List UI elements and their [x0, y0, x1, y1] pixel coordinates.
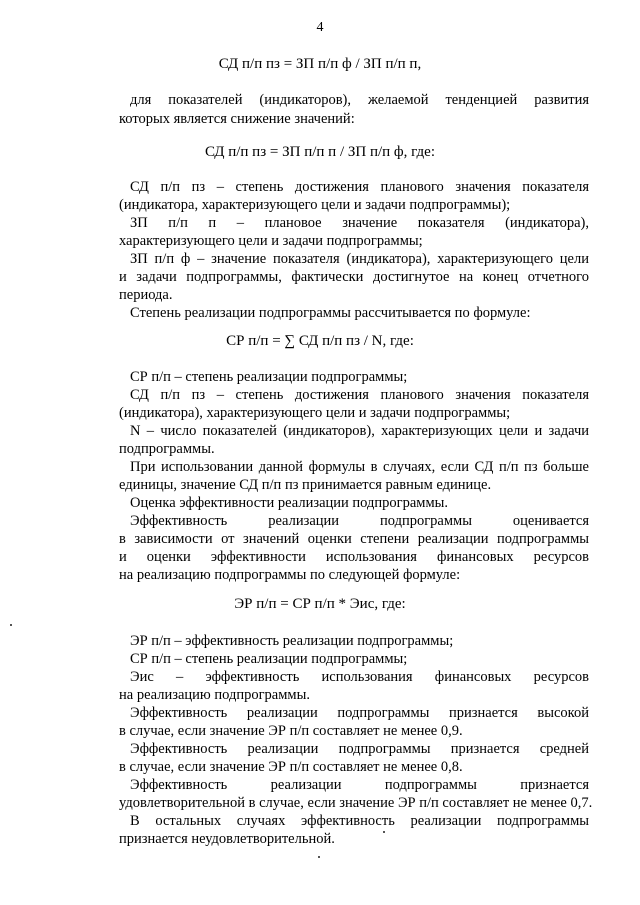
definition-line: ЗП п/п п – плановое значение показателя (индикатора),	[130, 215, 589, 231]
paragraph-line: и оценки эффективности использования финансовых ресурсов	[119, 549, 589, 565]
paragraph-line: Эффективность реализации подпрограммы признается средней	[130, 741, 589, 757]
definition-line: СД п/п пз – степень достижения планового значения показателя	[130, 179, 589, 195]
definition-line: подпрограммы.	[119, 441, 215, 457]
paragraph-line: для показателей (индикаторов), желаемой тенденцией развития	[130, 92, 589, 108]
paragraph-line: Оценка эффективности реализации подпрограммы.	[130, 495, 448, 511]
paragraph-line: в случае, если значение ЭР п/п составляет не менее 0,8.	[119, 759, 463, 775]
scan-speck	[10, 624, 12, 626]
paragraph-line: При использовании данной формулы в случаях, если СД п/п пз больше	[130, 459, 589, 475]
paragraph-line: Степень реализации подпрограммы рассчитывается по формуле:	[130, 305, 531, 321]
definition-line: N – число показателей (индикаторов), характеризующих цели и задачи	[130, 423, 589, 439]
paragraph-line: Эффективность реализации подпрограммы признается	[130, 777, 589, 793]
definition-line: (индикатора, характеризующего цели и задачи подпрограммы);	[119, 197, 511, 213]
definition-line: и задачи подпрограммы, фактически достигнутое на конец отчетного	[119, 269, 589, 285]
formula-realization-degree: СР п/п = ∑ СД п/п пз / N, где:	[226, 333, 414, 349]
definition-line: ЗП п/п ф – значение показателя (индикатора), характеризующего цели	[130, 251, 589, 267]
paragraph-line: признается неудовлетворительной.	[119, 831, 335, 847]
definition-line: характеризующего цели и задачи подпрограммы;	[119, 233, 423, 249]
paragraph-line: Эффективность реализации подпрограммы признается высокой	[130, 705, 589, 721]
definition-line: СР п/п – степень реализации подпрограммы;	[130, 651, 408, 667]
scan-speck	[383, 831, 385, 833]
formula-efficiency: ЭР п/п = СР п/п * Эис, где:	[234, 596, 406, 612]
definition-line: СД п/п пз – степень достижения планового значения показателя	[130, 387, 589, 403]
formula-achievement-increase: СД п/п пз = ЗП п/п ф / ЗП п/п п,	[218, 56, 422, 72]
paragraph-line: единицы, значение СД п/п пз принимается равным единице.	[119, 477, 492, 493]
formula-achievement-decrease: СД п/п пз = ЗП п/п п / ЗП п/п ф, где:	[204, 144, 436, 160]
definition-line: СР п/п – степень реализации подпрограммы;	[130, 369, 408, 385]
definition-line: (индикатора), характеризующего цели и задачи подпрограммы;	[119, 405, 511, 421]
scan-speck	[318, 856, 320, 858]
paragraph-line: Эффективность реализации подпрограммы оценивается	[130, 513, 589, 529]
page-number: 4	[316, 20, 324, 35]
paragraph-line: которых является снижение значений:	[119, 111, 355, 127]
definition-line: периода.	[119, 287, 173, 303]
paragraph-line: на реализацию подпрограммы по следующей формуле:	[119, 567, 461, 583]
paragraph-line: в зависимости от значений оценки степени реализации подпрограммы	[119, 531, 589, 547]
paragraph-line: В остальных случаях эффективность реализации подпрограммы	[130, 813, 589, 829]
paragraph-line: в случае, если значение ЭР п/п составляет не менее 0,9.	[119, 723, 463, 739]
paragraph-line: удовлетворительной в случае, если значение ЭР п/п составляет не менее 0,7.	[119, 795, 593, 811]
definition-line: на реализацию подпрограммы.	[119, 687, 310, 703]
definition-line: ЭР п/п – эффективность реализации подпрограммы;	[130, 633, 454, 649]
definition-line: Эис – эффективность использования финансовых ресурсов	[130, 669, 589, 685]
